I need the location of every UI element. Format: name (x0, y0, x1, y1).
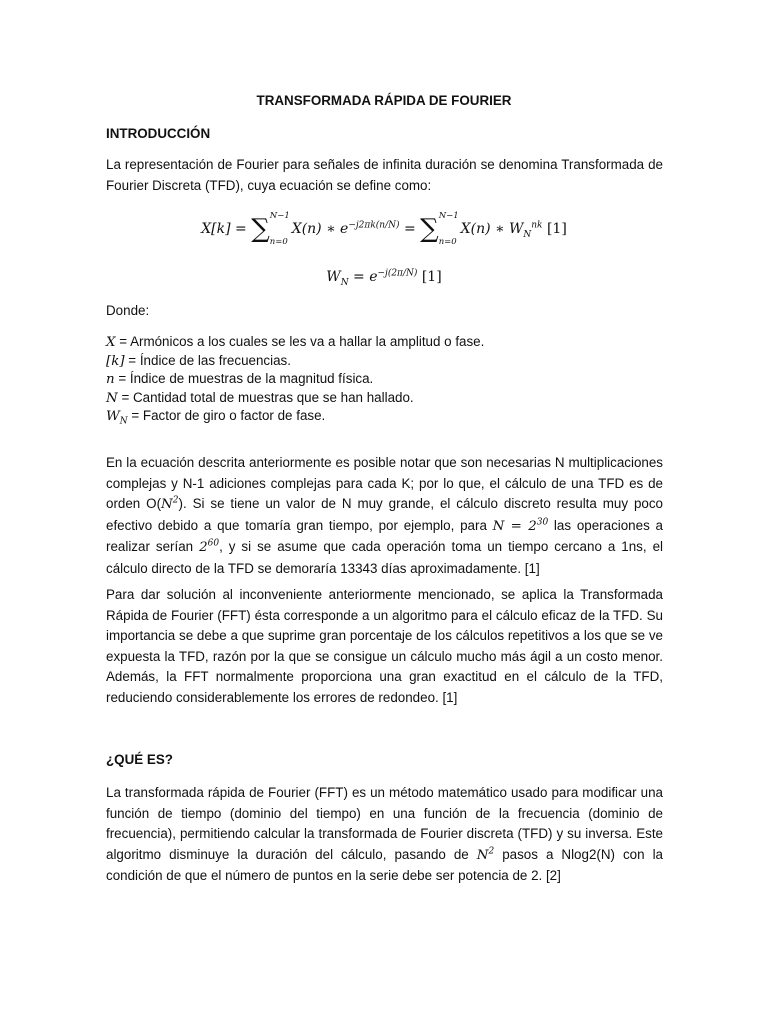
qe-part2: pasos a Nlog2(N) con la condición de que el número de puntos en la serie debe ser potencia de 2. [2] (106, 846, 664, 883)
sum-lower: n=0 (438, 237, 457, 247)
eq2-sub: N (340, 277, 349, 288)
eq1-equals: = (403, 221, 416, 237)
eq1-term1: X(n) ∗ e (291, 221, 349, 237)
def-symbol: W (106, 409, 120, 424)
p2-n2-base: N (161, 497, 173, 512)
equation-twiddle (0, 268, 768, 288)
def-text: = Índice de muestras de la magnitud física. (114, 371, 374, 386)
paragraph-fft-solution: Para dar solución al inconveniente anteriormente mencionado, se aplica la Transformada Rápida de Fourier (FFT) ésta corresponde a un algoritmo para el cálculo eficaz de la TFD. Su importancia se debe a que suprime gran porcentaje de los cálculos repetitivos a los que se ve expuesta la TFD, razón por la que se consigue un cálculo mucho más ágil a un costo menor. Además, la FFT normalmente proporciona una gran exactitud en el cálculo de la TFD, reduciendo considerablemente los errores de redondeo. [1] (106, 587, 663, 705)
sum-limits (269, 211, 290, 247)
qe-n2-base: N (476, 847, 489, 863)
paragraph-definition (106, 783, 663, 887)
def-symbol: [k] (106, 353, 125, 369)
sum-symbol: ∑ (251, 214, 270, 244)
p2-p60-exp: 60 (207, 538, 220, 549)
p2-part2: ). Si se tiene un valor de N muy grande, el cálculo discreto resulta muy poco efectivo debido a que tomaría gran tiempo, por ejemplo, para (106, 496, 663, 533)
def-text: = Cantidad total de muestras que se han hallado. (117, 389, 414, 405)
definition-item (106, 333, 663, 352)
donde-heading: Donde: (106, 303, 150, 318)
eq2-ref: [1] (421, 269, 442, 285)
p2-n30-exp: 30 (536, 517, 549, 528)
p2-part3: las operaciones a realizar serían (106, 517, 663, 554)
definition-item (106, 407, 663, 426)
def-symbol: n (106, 372, 115, 387)
paragraph-complexity (106, 453, 663, 579)
def-text: = Armónicos a los cuales se les va a hallar la amplitud o fase. (115, 334, 485, 349)
eq2-lhs: W (326, 269, 341, 285)
qe-part1: La transformada rápida de Fourier (FFT) es un método matemático usado para modificar una función de tiempo (dominio del tiempo) en una función de la frecuencia (dominio de frecuencia), permitiendo calcular la transformada de Fourier discreta (TFD) y su inversa. Este algoritmo disminuye la duración del cálculo, pasando de (106, 785, 663, 862)
p2-part4: , y si se asume que cada operación toma un tiempo cercano a 1ns, el cálculo directo de la TFD se demoraría 13343 días aproximadamente. [1] (106, 539, 663, 576)
eq1-lhs: X[k] = (201, 221, 247, 237)
def-text: = Factor de giro o factor de fase. (127, 408, 326, 423)
def-text: = Índice de las frecuencias. (124, 352, 291, 368)
eq1-exp1: −j2πk(n/N) (348, 220, 400, 231)
que-es-heading: ¿QUÉ ES? (106, 752, 173, 767)
definition-item (106, 389, 663, 408)
p2-n30: N = 2 (492, 518, 537, 534)
def-sub: N (119, 416, 128, 427)
sum-upper: N−1 (269, 211, 290, 221)
eq1-exp2: nk (531, 220, 543, 231)
qe-n2-exp: 2 (488, 846, 495, 857)
definition-item (106, 370, 663, 389)
def-symbol: N (106, 390, 118, 406)
def-symbol: X (106, 335, 116, 350)
intro-heading: INTRODUCCIÓN (106, 126, 211, 141)
eq1-term2: X(n) ∗ W (460, 221, 524, 237)
eq2-exp: −j(2π/N) (377, 268, 418, 279)
p2-part1: En la ecuación descrita anteriormente es posible notar que son necesarias N multiplicaciones complejas y N-1 adiciones complejas para cada K; por lo que, el cálculo de una TFD es de orden O( (106, 455, 663, 511)
eq1-sub: N (523, 229, 532, 240)
eq1-ref: [1] (546, 221, 567, 237)
equation-dft (0, 210, 768, 247)
p2-n2-exp: 2 (172, 495, 179, 506)
definition-item (106, 352, 663, 371)
sum-limits (438, 211, 459, 247)
eq2-rest: = e (353, 269, 378, 285)
document-title: TRANSFORMADA RÁPIDA DE FOURIER (256, 93, 512, 108)
sum-lower: n=0 (269, 237, 288, 247)
p2-p60-base: 2 (199, 540, 208, 555)
sum-upper: N−1 (438, 211, 459, 221)
intro-paragraph: La representación de Fourier para señales de infinita duración se denomina Transformada de Fourier Discreta (TFD), cuya ecuación se define como: (106, 157, 663, 193)
sum-symbol: ∑ (420, 214, 439, 244)
definition-list (106, 333, 663, 426)
